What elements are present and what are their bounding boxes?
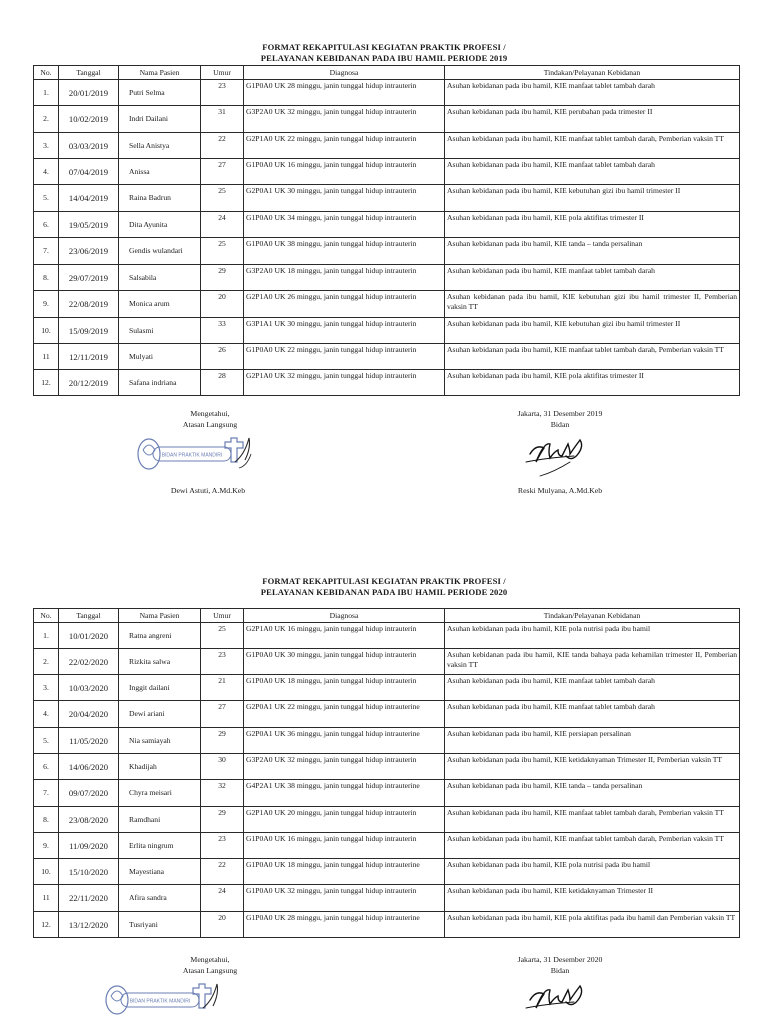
cell-umur: 22 [201, 133, 244, 159]
cell-tanggal: 22/08/2019 [59, 291, 119, 318]
cell-umur: 25 [201, 238, 244, 265]
cell-no: 3. [34, 675, 59, 701]
cell-umur: 27 [201, 701, 244, 728]
cell-no: 8. [34, 265, 59, 291]
cell-no: 7. [34, 780, 59, 807]
cell-no: 10. [34, 859, 59, 885]
col-header-diagnosa: Diagnosa [244, 609, 445, 623]
cell-diagnosa: G2P1A0 UK 22 minggu, janin tunggal hidup intrauterin [244, 133, 445, 159]
cell-umur: 24 [201, 212, 244, 238]
col-header-tindakan: Tindakan/Pelayanan Kebidanan [445, 609, 740, 623]
cell-tanggal: 12/11/2019 [59, 344, 119, 370]
cell-no: 5. [34, 185, 59, 212]
cell-umur: 29 [201, 728, 244, 754]
cell-nama: Inggit dailani [119, 675, 201, 701]
cell-tanggal: 19/05/2019 [59, 212, 119, 238]
cell-tindakan: Asuhan kebidanan pada ibu hamil, KIE kebutuhan gizi ibu hamil trimester II, Pemberian vaksin TT [445, 291, 740, 318]
cell-tanggal: 07/04/2019 [59, 159, 119, 185]
cell-nama: Monica arum [119, 291, 201, 318]
cell-tanggal: 20/01/2019 [59, 80, 119, 106]
cell-no: 5. [34, 728, 59, 754]
cell-umur: 32 [201, 780, 244, 807]
cell-diagnosa: G1P0A0 UK 30 minggu, janin tunggal hidup intrauterin [244, 649, 445, 675]
bidan-signature [520, 982, 600, 1022]
cell-tindakan: Asuhan kebidanan pada ibu hamil, KIE kebutuhan gizi ibu hamil trimester II [445, 318, 740, 344]
cell-tindakan: Asuhan kebidanan pada ibu hamil, KIE manfaat tablet tambah darah, Pemberian vaksin TT [445, 807, 740, 833]
cell-diagnosa: G1P0A0 UK 18 minggu, janin tunggal hidup intrauterine [244, 859, 445, 885]
cell-umur: 25 [201, 623, 244, 649]
col-header-tanggal: Tanggal [59, 609, 119, 623]
cell-no: 4. [34, 159, 59, 185]
cell-nama: Dewi ariani [119, 701, 201, 728]
cell-nama: Indri Dailani [119, 106, 201, 133]
cell-nama: Gendis wulandari [119, 238, 201, 265]
table-row [34, 728, 740, 754]
cell-tanggal: 15/09/2019 [59, 318, 119, 344]
cell-nama: Salsabila [119, 265, 201, 291]
cell-diagnosa: G2P0A1 UK 30 minggu, janin tunggal hidup intrauterin [244, 185, 445, 212]
stamp-label: BIDAN PRAKTIK MANDIRI [129, 998, 191, 1005]
cell-no: 6. [34, 754, 59, 780]
cell-no: 1. [34, 80, 59, 106]
cell-nama: Ramdhani [119, 807, 201, 833]
cell-diagnosa: G3P2A0 UK 32 minggu, janin tunggal hidup intrauterin [244, 106, 445, 133]
cell-diagnosa: G1P0A0 UK 18 minggu, janin tunggal hidup intrauterin [244, 675, 445, 701]
cell-diagnosa: G2P0A1 UK 22 minggu, janin tunggal hidup intrauterine [244, 701, 445, 728]
col-header-nama: Nama Pasien [119, 609, 201, 623]
cell-no: 1. [34, 623, 59, 649]
cell-umur: 20 [201, 912, 244, 938]
cell-diagnosa: G4P2A1 UK 38 minggu, janin tunggal hidup intrauterine [244, 780, 445, 807]
cell-umur: 23 [201, 649, 244, 675]
cell-diagnosa: G1P0A0 UK 38 minggu, janin tunggal hidup intrauterin [244, 238, 445, 265]
left-signer-name: Dewi Astuti, A.Md.Keb [170, 486, 246, 495]
table-row [34, 885, 740, 912]
col-header-diagnosa: Diagnosa [244, 66, 445, 80]
cell-tindakan: Asuhan kebidanan pada ibu hamil, KIE ketidaknyaman Trimester II [445, 885, 740, 912]
cell-tanggal: 14/04/2019 [59, 185, 119, 212]
cell-tindakan: Asuhan kebidanan pada ibu hamil, KIE pola aktifitas pada ibu hamil dan Pemberian vaksin TT [445, 912, 740, 938]
right-sign-date: Jakarta, 31 Desember 2019 [517, 409, 603, 418]
cell-nama: Safana indriana [119, 370, 201, 396]
cell-umur: 22 [201, 859, 244, 885]
col-header-nama: Nama Pasien [119, 66, 201, 80]
cell-diagnosa: G2P1A0 UK 32 minggu, janin tunggal hidup intrauterin [244, 370, 445, 396]
left-sign-line-2: Atasan Langsung [182, 966, 238, 975]
cell-umur: 23 [201, 833, 244, 859]
cell-nama: Sella Anistya [119, 133, 201, 159]
cell-tindakan: Asuhan kebidanan pada ibu hamil, KIE tanda – tanda persalinan [445, 238, 740, 265]
cell-nama: Sulasmi [119, 318, 201, 344]
cell-diagnosa: G1P0A0 UK 16 minggu, janin tunggal hidup intrauterin [244, 159, 445, 185]
cell-tanggal: 15/10/2020 [59, 859, 119, 885]
cell-nama: Erlita ningrum [119, 833, 201, 859]
cell-tindakan: Asuhan kebidanan pada ibu hamil, KIE manfaat tablet tambah darah, Pemberian vaksin TT [445, 344, 740, 370]
cell-nama: Ratna angreni [119, 623, 201, 649]
col-header-no: No. [34, 609, 59, 623]
cell-no: 8. [34, 807, 59, 833]
cell-tanggal: 22/02/2020 [59, 649, 119, 675]
cell-nama: Anissa [119, 159, 201, 185]
cell-tindakan: Asuhan kebidanan pada ibu hamil, KIE manfaat tablet tambah darah, Pemberian vaksin TT [445, 833, 740, 859]
cell-no: 2. [34, 106, 59, 133]
cell-diagnosa: G2P1A0 UK 26 minggu, janin tunggal hidup intrauterin [244, 291, 445, 318]
cell-nama: Tusriyani [119, 912, 201, 938]
cell-tanggal: 13/12/2020 [59, 912, 119, 938]
cell-diagnosa: G1P0A0 UK 32 minggu, janin tunggal hidup intrauterin [244, 885, 445, 912]
left-sign-line-1: Mengetahui, [190, 955, 230, 964]
right-signer-name: Reski Mulyana, A.Md.Keb [517, 486, 603, 495]
cell-umur: 29 [201, 265, 244, 291]
cell-tanggal: 20/12/2019 [59, 370, 119, 396]
table-row [34, 649, 740, 675]
cell-no: 2. [34, 649, 59, 675]
cell-umur: 29 [201, 807, 244, 833]
cell-diagnosa: G1P0A0 UK 28 minggu, janin tunggal hidup intrauterin [244, 80, 445, 106]
cell-umur: 33 [201, 318, 244, 344]
title-line-2: PELAYANAN KEBIDANAN PADA IBU HAMIL PERIODE 2019 [260, 53, 508, 63]
right-sign-date: Jakarta, 31 Desember 2020 [517, 955, 603, 964]
cell-no: 7. [34, 238, 59, 265]
col-header-tanggal: Tanggal [59, 66, 119, 80]
cell-tindakan: Asuhan kebidanan pada ibu hamil, KIE kebutuhan gizi ibu hamil trimester II [445, 185, 740, 212]
table-row [34, 675, 740, 701]
col-header-umur: Umur [201, 66, 244, 80]
table-row [34, 833, 740, 859]
cell-tanggal: 11/09/2020 [59, 833, 119, 859]
cell-tindakan: Asuhan kebidanan pada ibu hamil, KIE manfaat tablet tambah darah, Pemberian vaksin TT [445, 133, 740, 159]
table-row [34, 807, 740, 833]
cell-tindakan: Asuhan kebidanan pada ibu hamil, KIE manfaat tablet tambah darah [445, 265, 740, 291]
right-signature-block [495, 954, 625, 976]
cell-tindakan: Asuhan kebidanan pada ibu hamil, KIE pola nutrisi pada ibu hamil [445, 623, 740, 649]
cell-no: 3. [34, 133, 59, 159]
cell-umur: 26 [201, 344, 244, 370]
cell-nama: Nia samiayah [119, 728, 201, 754]
table-row [34, 754, 740, 780]
right-sign-role: Bidan [550, 420, 570, 429]
cell-tanggal: 23/06/2019 [59, 238, 119, 265]
cell-no: 4. [34, 701, 59, 728]
cell-tanggal: 10/02/2019 [59, 106, 119, 133]
cell-tanggal: 09/07/2020 [59, 780, 119, 807]
table-header-row [34, 609, 740, 623]
cell-umur: 20 [201, 291, 244, 318]
cell-tanggal: 29/07/2019 [59, 265, 119, 291]
cell-diagnosa: G3P2A0 UK 32 minggu, janin tunggal hidup intrauterin [244, 754, 445, 780]
cell-tindakan: Asuhan kebidanan pada ibu hamil, KIE manfaat tablet tambah darah [445, 80, 740, 106]
cell-tindakan: Asuhan kebidanan pada ibu hamil, KIE tanda – tanda persalinan [445, 780, 740, 807]
cell-nama: Mulyati [119, 344, 201, 370]
left-signature-block [150, 954, 270, 976]
cell-nama: Dita Ayunita [119, 212, 201, 238]
cell-nama: Afira sandra [119, 885, 201, 912]
cell-nama: Raina Badrun [119, 185, 201, 212]
cell-tindakan: Asuhan kebidanan pada ibu hamil, KIE manfaat tablet tambah darah [445, 675, 740, 701]
cell-tindakan: Asuhan kebidanan pada ibu hamil, KIE pola aktifitas trimester II [445, 370, 740, 396]
right-sign-role: Bidan [550, 966, 570, 975]
cell-diagnosa: G3P2A0 UK 18 minggu, janin tunggal hidup intrauterin [244, 265, 445, 291]
table-row [34, 912, 740, 938]
cell-no: 12. [34, 370, 59, 396]
cell-tanggal: 10/03/2020 [59, 675, 119, 701]
stamp-label: BIDAN PRAKTIK MANDIRI [161, 452, 223, 459]
col-header-no: No. [34, 66, 59, 80]
cell-tanggal: 03/03/2019 [59, 133, 119, 159]
cell-no: 10. [34, 318, 59, 344]
cell-tanggal: 11/05/2020 [59, 728, 119, 754]
cell-tindakan: Asuhan kebidanan pada ibu hamil, KIE pola nutrisi pada ibu hamil [445, 859, 740, 885]
cell-umur: 23 [201, 80, 244, 106]
cell-tindakan: Asuhan kebidanan pada ibu hamil, KIE manfaat tablet tambah darah [445, 159, 740, 185]
cell-tanggal: 23/08/2020 [59, 807, 119, 833]
rekap-table-2020 [33, 608, 740, 938]
midwife-stamp-logo [103, 980, 233, 1020]
cell-umur: 21 [201, 675, 244, 701]
cell-nama: Mayestiana [119, 859, 201, 885]
left-sign-line-2: Atasan Langsung [182, 420, 238, 429]
title-line-2: PELAYANAN KEBIDANAN PADA IBU HAMIL PERIODE 2020 [260, 587, 508, 597]
cell-umur: 24 [201, 885, 244, 912]
cell-diagnosa: G1P0A0 UK 16 minggu, janin tunggal hidup intrauterin [244, 833, 445, 859]
page-title [0, 576, 768, 598]
cell-diagnosa: G3P1A1 UK 30 minggu, janin tunggal hidup intrauterin [244, 318, 445, 344]
cell-tindakan: Asuhan kebidanan pada ibu hamil, KIE ketidaknyaman Trimester II, Pemberian vaksin TT [445, 754, 740, 780]
table-row [34, 859, 740, 885]
cell-diagnosa: G1P0A0 UK 34 minggu, janin tunggal hidup intrauterin [244, 212, 445, 238]
table-row [34, 780, 740, 807]
cell-tindakan: Asuhan kebidanan pada ibu hamil, KIE tanda bahaya pada kehamilan trimester II, Pemberian vaksin TT [445, 649, 740, 675]
cell-no: 11 [34, 344, 59, 370]
cell-no: 12. [34, 912, 59, 938]
cell-diagnosa: G2P0A1 UK 36 minggu, janin tunggal hidup intrauterine [244, 728, 445, 754]
cell-no: 6. [34, 212, 59, 238]
table-row [34, 623, 740, 649]
cell-no: 9. [34, 291, 59, 318]
cell-tindakan: Asuhan kebidanan pada ibu hamil, KIE manfaat tablet tambah darah [445, 701, 740, 728]
cell-umur: 31 [201, 106, 244, 133]
cell-umur: 28 [201, 370, 244, 396]
cell-tanggal: 14/06/2020 [59, 754, 119, 780]
col-header-umur: Umur [201, 609, 244, 623]
cell-tindakan: Asuhan kebidanan pada ibu hamil, KIE pola aktifitas trimester II [445, 212, 740, 238]
cell-tindakan: Asuhan kebidanan pada ibu hamil, KIE persiapan persalinan [445, 728, 740, 754]
cell-tanggal: 10/01/2020 [59, 623, 119, 649]
cell-no: 9. [34, 833, 59, 859]
cell-nama: Khadijah [119, 754, 201, 780]
cell-no: 11 [34, 885, 59, 912]
cell-nama: Rizkita salwa [119, 649, 201, 675]
cell-diagnosa: G2P1A0 UK 16 minggu, janin tunggal hidup intrauterin [244, 623, 445, 649]
cell-umur: 27 [201, 159, 244, 185]
cell-diagnosa: G1P0A0 UK 22 minggu, janin tunggal hidup intrauterin [244, 344, 445, 370]
title-line-1: FORMAT REKAPITULASI KEGIATAN PRAKTIK PROFESI / [262, 576, 506, 586]
table-row [34, 701, 740, 728]
cell-tindakan: Asuhan kebidanan pada ibu hamil, KIE perubahan pada trimester II [445, 106, 740, 133]
left-sign-line-1: Mengetahui, [190, 409, 230, 418]
cell-umur: 25 [201, 185, 244, 212]
cell-diagnosa: G2P1A0 UK 20 minggu, janin tunggal hidup intrauterin [244, 807, 445, 833]
cell-tanggal: 20/04/2020 [59, 701, 119, 728]
cell-tanggal: 22/11/2020 [59, 885, 119, 912]
cell-nama: Putri Selma [119, 80, 201, 106]
cell-nama: Chyra meisari [119, 780, 201, 807]
cell-umur: 30 [201, 754, 244, 780]
col-header-tindakan: Tindakan/Pelayanan Kebidanan [445, 66, 740, 80]
cell-diagnosa: G1P0A0 UK 28 minggu, janin tunggal hidup intrauterine [244, 912, 445, 938]
title-line-1: FORMAT REKAPITULASI KEGIATAN PRAKTIK PROFESI / [262, 42, 506, 52]
